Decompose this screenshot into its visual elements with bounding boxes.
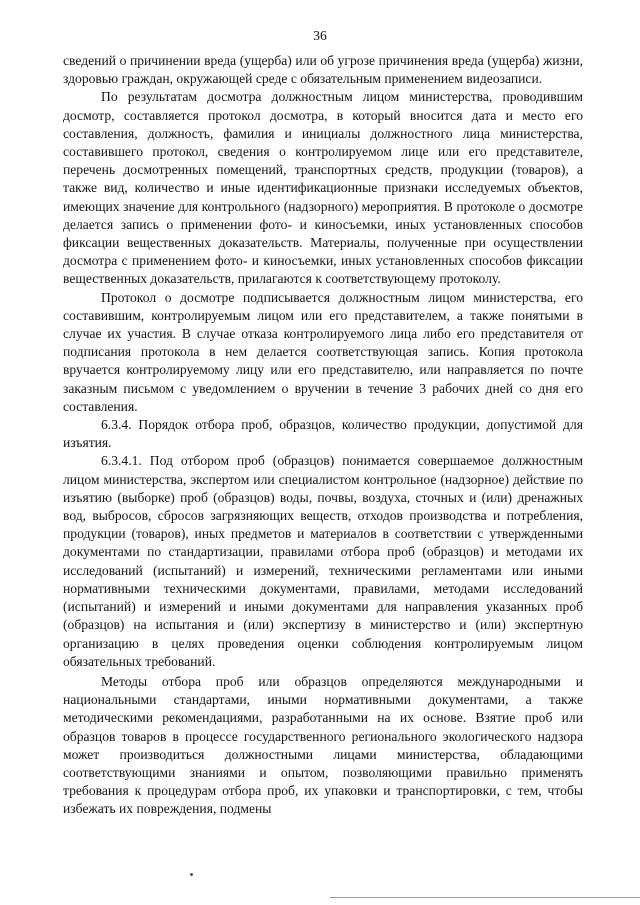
paragraph-inspection-protocol: По результатам досмотра должностным лицом министерства, проводившим досмотр, составляется протокол досмотра, в который вносится дата и место его составления, должность, фамилия и инициалы должностного лица министерства, составившего протокол, сведения о контролируемом лице или его представителе, перечень досмотренных помещений, транспортных средств, продукции (товаров), а также вид, количество и иные идентификационные признаки исследуемых объектов, имеющих значение для контрольного (надзорного) мероприятия. В протоколе о досмотре делается запись о применении фото- и киносъемки, иных установленных способов фиксации вещественных доказательств. Материалы, полученные при осуществлении досмотра с применением фото- и киносъемки, иных установленных способов фиксации вещественных доказательств, прилагаются к соответствующему протоколу. [63,89,583,287]
paragraph-6-3-4-1: 6.3.4.1. Под отбором проб (образцов) понимается совершаемое должностным лицом министерства, экспертом или специалистом контрольное (надзорное) действие по изъятию (выборке) проб (образцов) воды, почвы, воздуха, сточных и (или) дренажных вод, выбросов, сбросов загрязняющих веществ, отходов производства и потребления, продукции (товаров), иных предметов и материалов в соответствии с утвержденными документами по стандартизации, правилами отбора проб (образцов) и методами их исследований (испытаний) и измерений, техническими регламентами или иными нормативными техническими документами, правилами, методами исследований (испытаний) и измерений и иными документами для направления указанных проб (образцов) на испытания и (или) экспертизу в министерство и (или) экспертную организацию в целях проведения оценки соблюдения контролируемым лицом обязательных требований. [63,453,583,669]
scan-dot [190,873,193,876]
paragraph-protocol-signing: Протокол о досмотре подписывается должностным лицом министерства, его составившим, контролируемым лицом или его представителем, а также понятыми в случае их участия. В случае отказа контролируемого лица либо его представителя от подписания протокола в нем делается соответствующая запись. Копия протокола вручается контролируемому лицу или его представителю, или направляется по почте заказным письмом с уведомлением о вручении в течение 3 рабочих дней со дня его составления. [63,289,583,414]
document-body [63,52,583,819]
section-heading-6-3-4: 6.3.4. Порядок отбора проб, образцов, количество продукции, допустимой для изъятия. [63,417,583,451]
footer-rule [330,897,640,898]
paragraph-continuation: сведений о причинении вреда (ущерба) или об угрозе причинения вреда (ущерба) жизни, здоровью граждан, окружающей среде с обязательным применением видеозаписи. [63,53,583,87]
page-number: 36 [313,28,327,43]
paragraph-sampling-methods: Методы отбора проб или образцов определяются международными и национальными стандартами, иными нормативными документами, а также методическими рекомендациями, разработанными на их основе. Взятие проб или образцов товаров в процессе государственного регионального экологического надзора может производиться должностными лицами министерства, обладающими соответствующими знаниями и опытом, позволяющими правильно применять требования к процедурам отбора проб, их упаковки и транспортировки, с тем, чтобы избежать их повреждения, подмены [63,673,583,817]
